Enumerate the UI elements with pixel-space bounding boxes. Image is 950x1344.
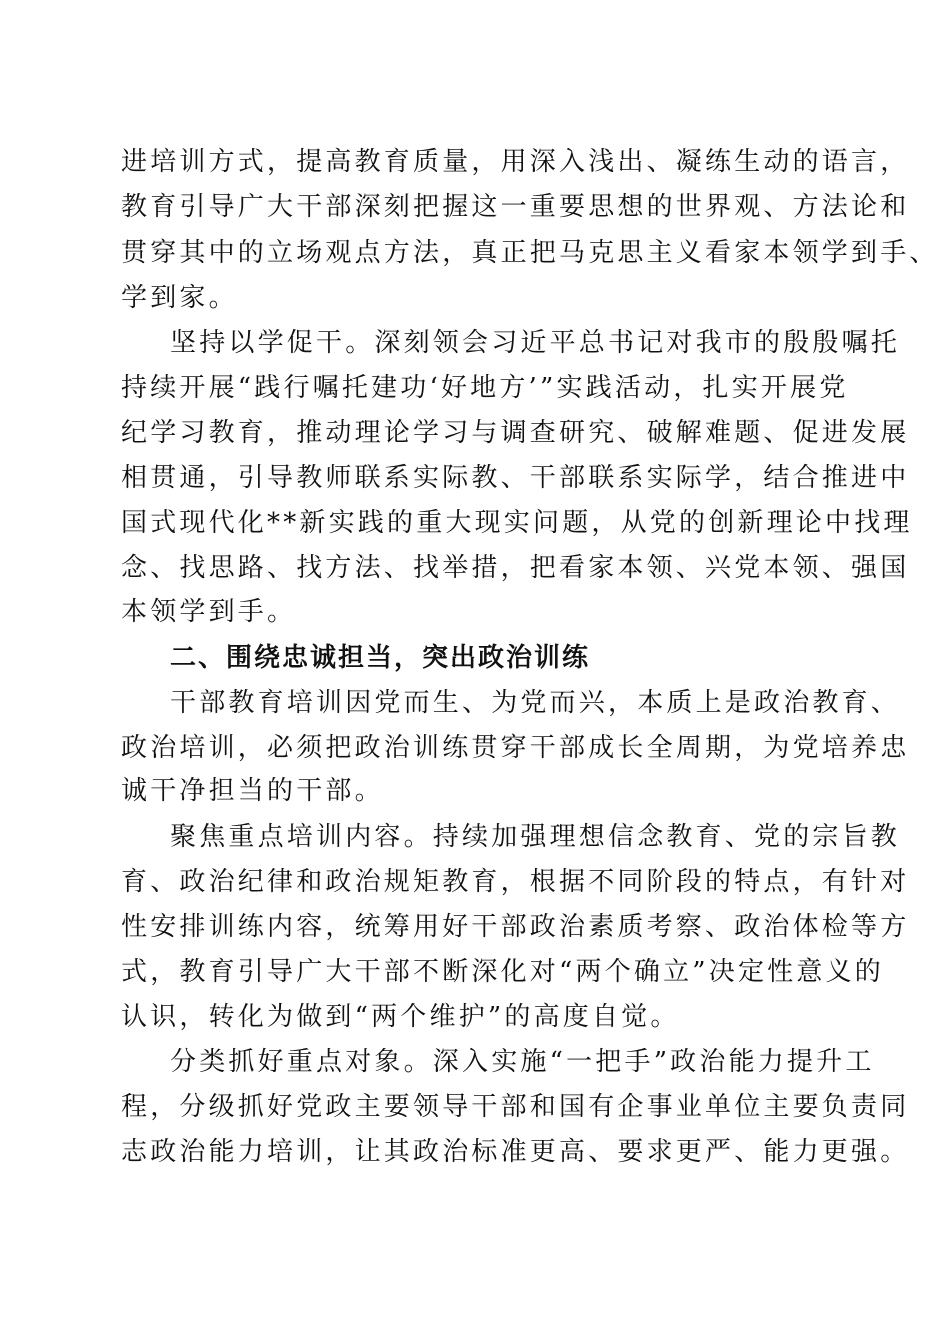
text-line: 学到家。 <box>121 283 238 313</box>
paragraph-first-line: 坚持以学促干。深刻领会习近平总书记对我市的殷殷嘱托 <box>170 328 901 358</box>
text-line: 纪学习教育，推动理论学习与调查研究、破解难题、促进发展 <box>121 418 910 448</box>
paragraph-first-line: 干部教育培训因党而生、为党而兴，本质上是政治教育、 <box>170 688 901 718</box>
text-line: 政治培训，必须把政治训练贯穿干部成长全周期，为党培养忠 <box>121 733 910 763</box>
text-line: 持续开展“践行嘱托建功‘好地方’”实践活动，扎实开展党 <box>121 373 849 403</box>
text-line: 念、找思路、找方法、找举措，把看家本领、兴党本领、强国 <box>121 553 910 583</box>
text-line: 贯穿其中的立场观点方法，真正把马克思主义看家本领学到手、 <box>121 238 939 268</box>
text-line: 性安排训练内容，统筹用好干部政治素质考察、政治体检等方 <box>121 912 910 942</box>
text-line: 诚干净担当的干部。 <box>121 776 384 806</box>
paragraph-first-line: 聚焦重点培训内容。持续加强理想信念教育、党的宗旨教 <box>170 822 901 852</box>
text-line: 相贯通，引导教师联系实际教、干部联系实际学，结合推进中 <box>121 463 910 493</box>
text-line: 本领学到手。 <box>121 597 297 627</box>
text-line: 进培训方式，提高教育质量，用深入浅出、凝练生动的语言， <box>121 147 910 177</box>
paragraph-first-line: 分类抓好重点对象。深入实施“一把手”政治能力提升工 <box>170 1047 875 1077</box>
text-line: 育、政治纪律和政治规矩教育，根据不同阶段的特点，有针对 <box>121 867 910 897</box>
text-line: 国式现代化**新实践的重大现实问题，从党的创新理论中找理 <box>121 508 913 538</box>
text-line: 程，分级抓好党政主要领导干部和国有企事业单位主要负责同 <box>121 1092 910 1122</box>
text-line: 教育引导广大干部深刻把握这一重要思想的世界观、方法论和 <box>121 192 910 222</box>
text-line: 式，教育引导广大干部不断深化对“两个确立”决定性意义的 <box>121 957 884 987</box>
text-line: 认识，转化为做到“两个维护”的高度自觉。 <box>121 1002 680 1032</box>
section-heading: 二、围绕忠诚担当，突出政治训练 <box>170 643 591 673</box>
text-line: 志政治能力培训，让其政治标准更高、要求更严、能力更强。 <box>121 1137 910 1167</box>
